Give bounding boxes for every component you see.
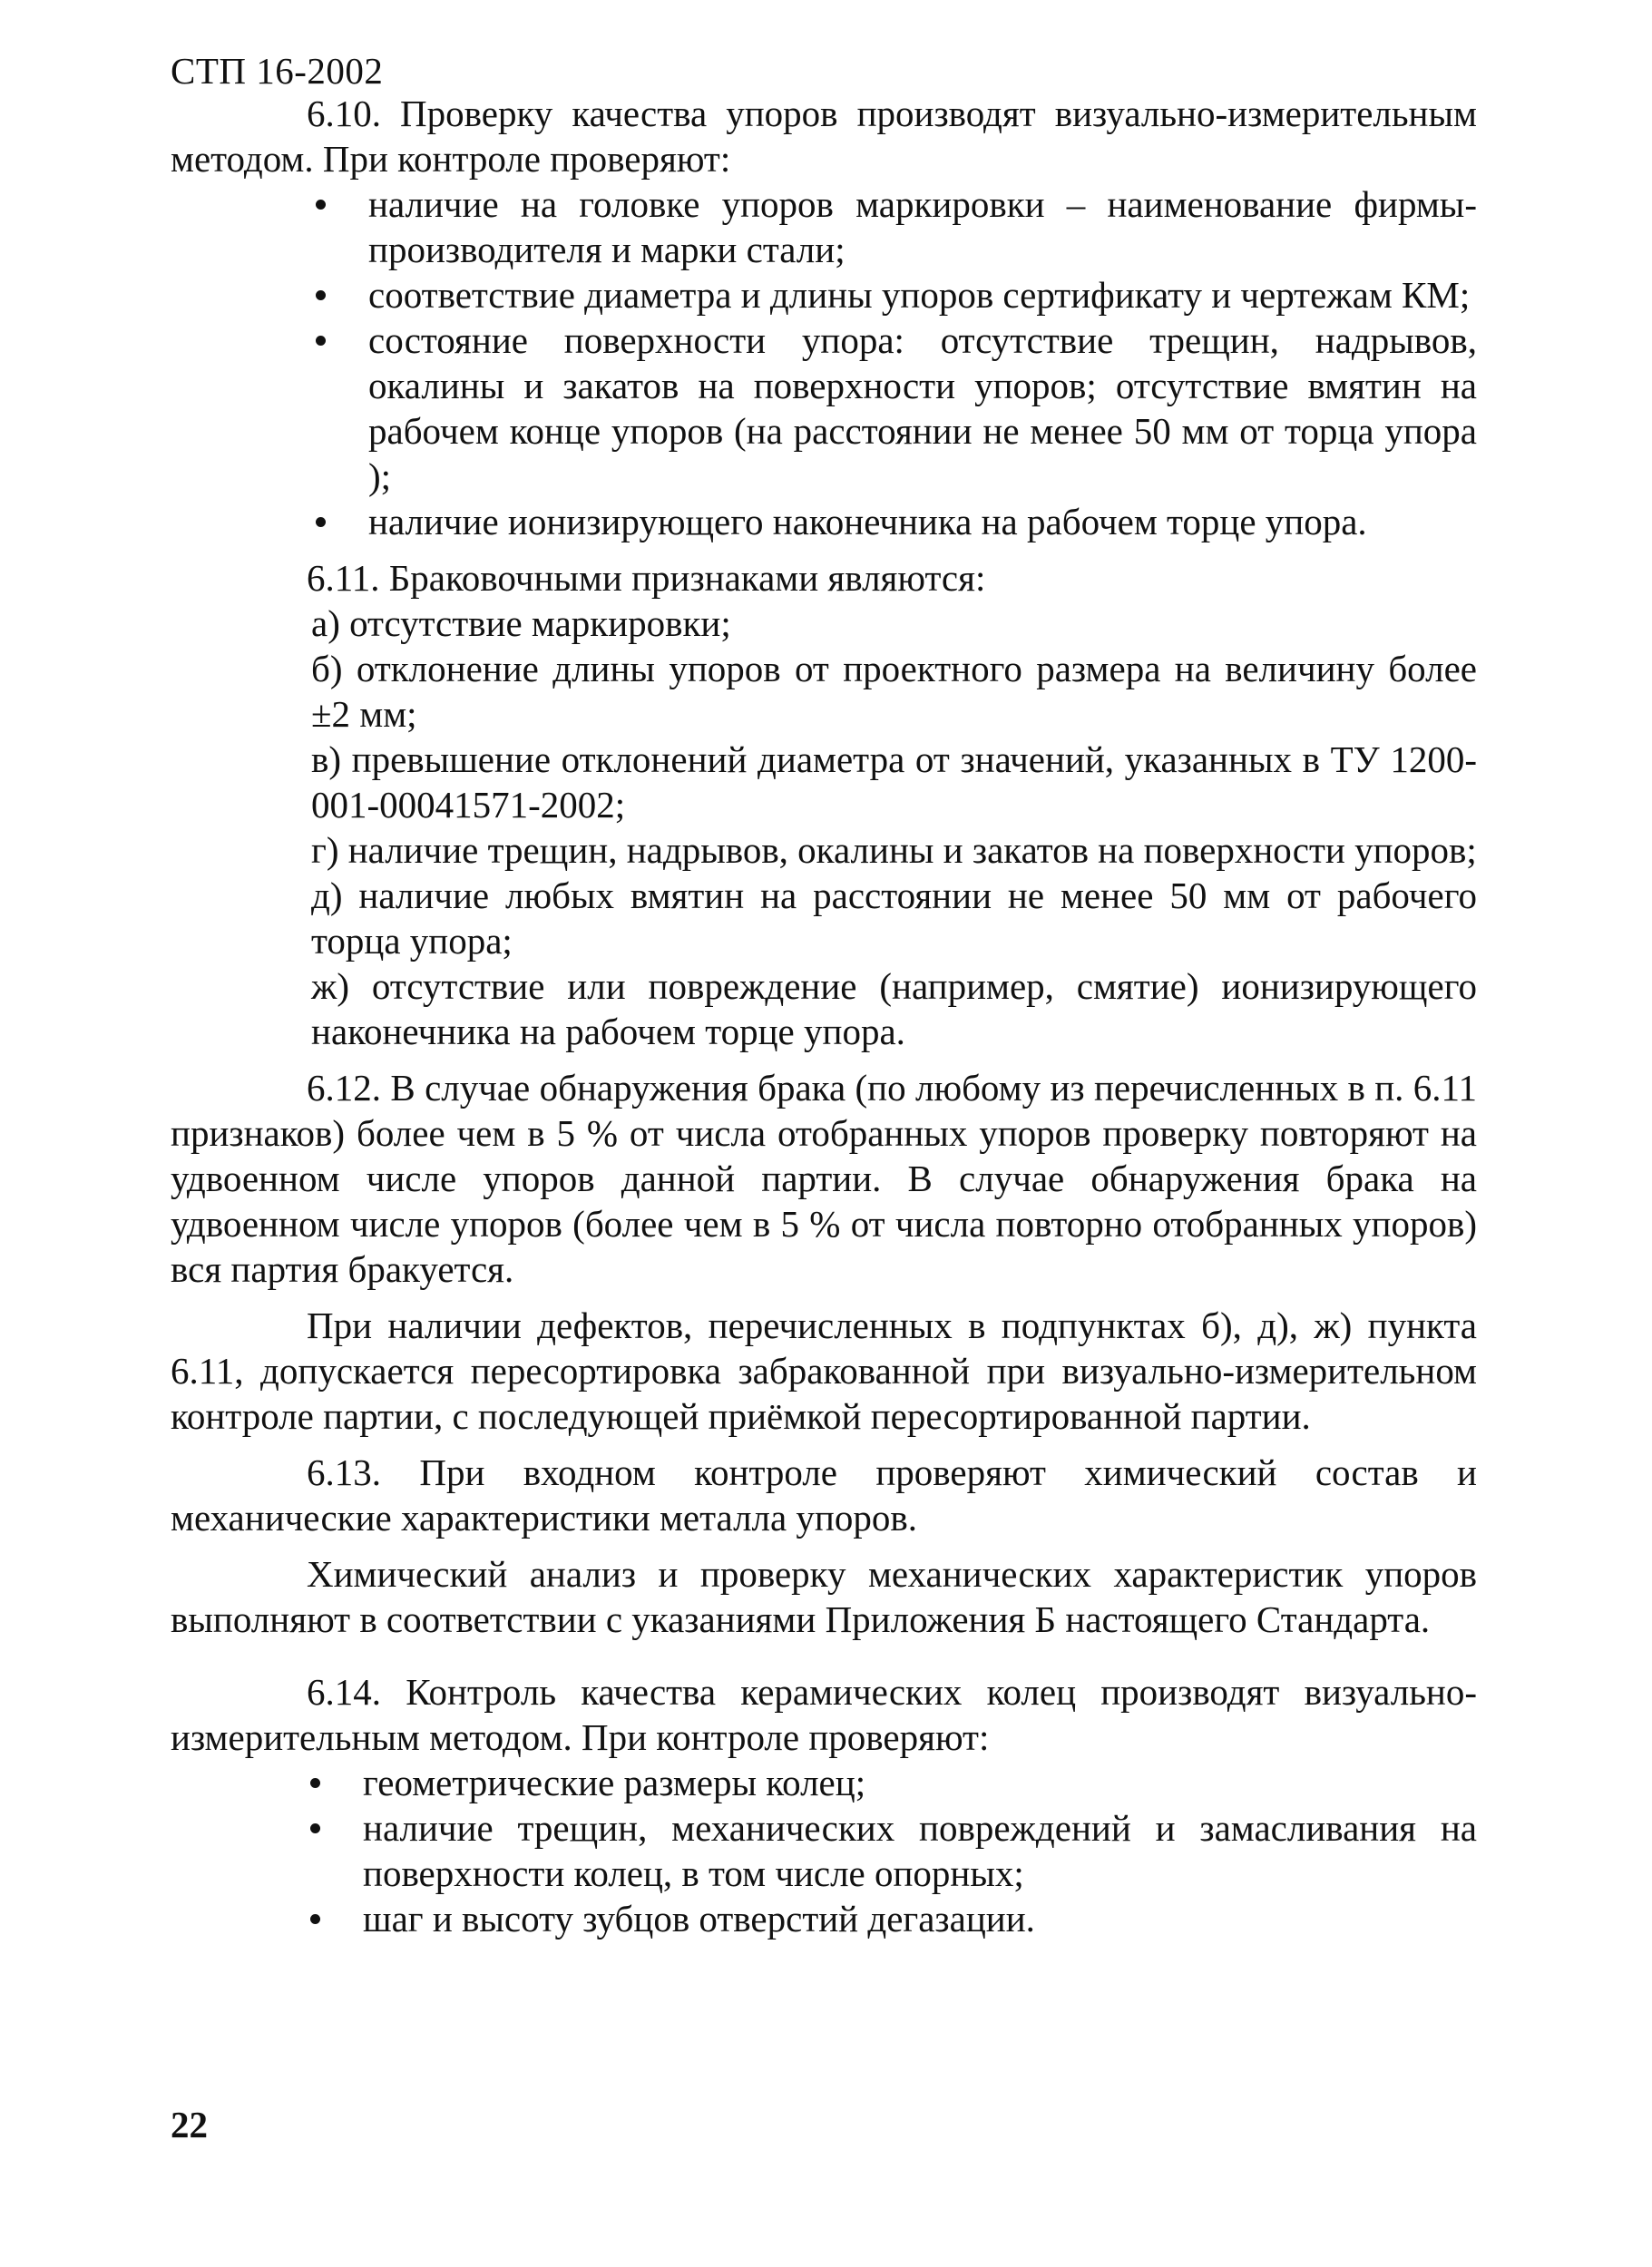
bullet-icon <box>299 1760 363 1805</box>
list-item <box>305 318 1477 499</box>
paragraph-6-13-analysis: Химический анализ и проверку механических характеристик упоров выполняют в соответствии с указаниями Приложения Б настоящего Стандарта. <box>171 1553 1477 1640</box>
list-item-text: шаг и высоту зубцов отверстий дегазации. <box>363 1898 1035 1940</box>
reject-criterion-v: в) превышение отклонений диаметра от значений, указанных в ТУ 1200-001-00041571-2002; <box>311 738 1477 826</box>
reject-criterion-g: г) наличие трещин, надрывов, окалины и закатов на поверхности упоров; <box>311 829 1477 871</box>
paragraph-6-12: 6.12. В случае обнаружения брака (по любому из перечисленных в п. 6.11 признаков) более чем в 5 % от числа отобранных упоров проверку повторяют на удвоенном числе упоров данной партии. В случае обнаружения брака на удвоенном числе упоров (более чем в 5 % от числа повторно отобранных упоров) вся партия бракуется. <box>171 1067 1477 1290</box>
list-item-text: геометрические размеры колец; <box>363 1762 866 1803</box>
list-item-text: наличие трещин, механических повреждений и замасливания на поверхности колец, в том числе опорных; <box>363 1807 1477 1894</box>
list-item <box>305 272 1477 318</box>
paragraph-6-12-resorting: При наличии дефектов, перечисленных в подпунктах б), д), ж) пункта 6.11, допускается пересортировка забракованной при визуально-измерительном контроле партии, с последующей приёмкой пересортированной партии. <box>171 1305 1477 1437</box>
paragraph-6-14: 6.14. Контроль качества керамических колец производят визуально-измерительным методом. При контроле проверяют: <box>171 1671 1477 1758</box>
paragraph-6-10: 6.10. Проверку качества упоров производят визуально-измерительным методом. При контроле проверяют: <box>171 93 1477 180</box>
paragraph-6-13: 6.13. При входном контроле проверяют химический состав и механические характеристики металла упоров. <box>171 1451 1477 1539</box>
list-item <box>299 1760 1477 1805</box>
bullet-icon <box>305 181 368 272</box>
reject-criterion-a: а) отсутствие маркировки; <box>311 602 731 644</box>
document-body <box>171 91 1477 1941</box>
bullet-icon <box>305 318 368 499</box>
list-item-text: состояние поверхности упора: отсутствие трещин, надрывов, окалины и закатов на поверхности упоров; отсутствие вмятин на рабочем конце упоров (на расстоянии не менее 50 мм от торца упора ); <box>368 319 1477 497</box>
bullet-list-6-14 <box>171 1760 1477 1941</box>
bullet-icon <box>299 1896 363 1941</box>
bullet-icon <box>305 272 368 318</box>
list-item-text: соответствие диаметра и длины упоров сертификату и чертежам КМ; <box>368 274 1471 316</box>
reject-criterion-b: б) отклонение длины упоров от проектного размера на величину более ±2 мм; <box>311 648 1477 735</box>
list-item <box>305 499 1477 544</box>
bullet-icon <box>299 1805 363 1896</box>
paragraph-6-11: 6.11. Браковочными признаками являются: <box>307 557 986 599</box>
reject-criterion-zh: ж) отсутствие или повреждение (например, смятие) ионизирующего наконечника на рабочем торце упора. <box>311 965 1477 1052</box>
list-item <box>305 181 1477 272</box>
reject-criterion-d: д) наличие любых вмятин на расстоянии не менее 50 мм от рабочего торца упора; <box>311 875 1477 962</box>
bullet-list-6-10 <box>171 181 1477 544</box>
list-item-text: наличие на головке упоров маркировки – наименование фирмы-производителя и марки стали; <box>368 183 1477 270</box>
list-item <box>299 1896 1477 1941</box>
document-code-header: СТП 16-2002 <box>171 50 384 92</box>
page-number: 22 <box>171 2104 208 2145</box>
list-item-text: наличие ионизирующего наконечника на рабочем торце упора. <box>368 501 1367 542</box>
list-item <box>299 1805 1477 1896</box>
bullet-icon <box>305 499 368 544</box>
